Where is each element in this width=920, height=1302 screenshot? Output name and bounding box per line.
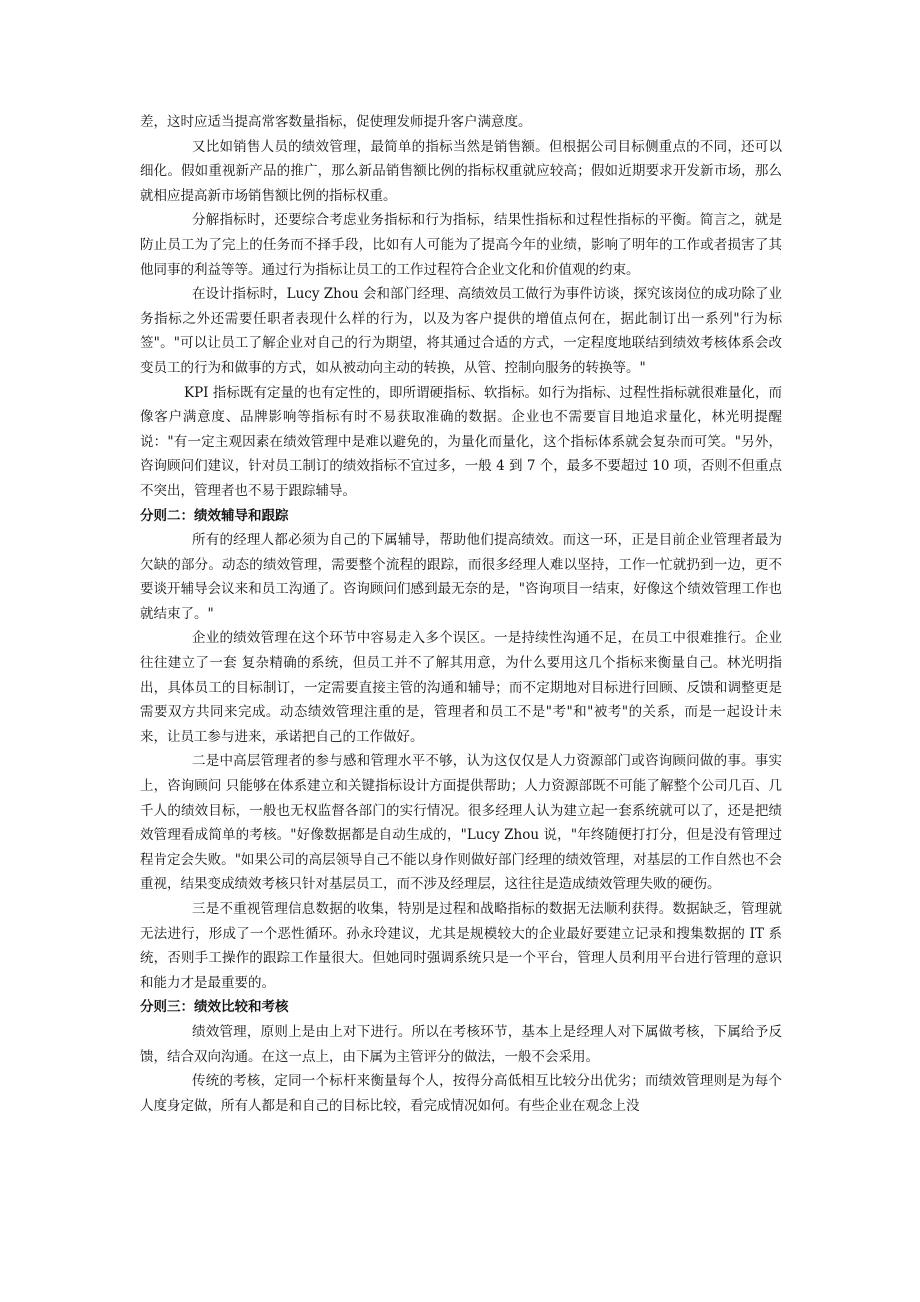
paragraph: 差，这时应适当提高常客数量指标，促使理发师提升客户满意度。 (140, 114, 532, 130)
paragraph: 在设计指标时，Lucy Zhou 会和部门经理、高绩效员工做行为事件访谈，探究该岗位的成功除了业务指标之外还需要任职者表现什么样的行为，以及为客户提供的增值点何在，据此制订出一系列"行为标签"。"可以让员工了解企业对自己的行为期望，将其通过合适的方式，一定程度地联结到绩效考核体系会改变员工的行为和做事的方式，如从被动向主动的转换，从管、控制向服务的转换等。" (140, 286, 782, 376)
paragraph: 三是不重视管理信息数据的收集，特别是过程和战略指标的数据无法顺利获得。数据缺乏，管理就无法进行，形成了一个恶性循环。孙永玲建议，尤其是规模较大的企业最好要建立记录和搜集数据的 IT 系统，否则手工操作的跟踪工作量很大。但她同时强调系统只是一个平台，管理人员利用平台进行管理的意识和能力才是最重要的。 (140, 901, 782, 991)
paragraph: 绩效管理，原则上是由上对下进行。所以在考核环节，基本上是经理人对下属做考核，下属给予反馈，结合双向沟通。在这一点上，由下属为主管评分的做法，一般不会采用。 (140, 1023, 782, 1065)
paragraph: 所有的经理人都必须为自己的下属辅导，帮助他们提高绩效。而这一环，正是目前企业管理者最为欠缺的部分。动态的绩效管理，需要整个流程的跟踪，而很多经理人难以坚持，工作一忙就扔到一边，更不要谈开辅导会议来和员工沟通了。咨询顾问们感到最无奈的是，"咨询项目一结束，好像这个绩效管理工作也就结束了。" (140, 532, 782, 622)
paragraph: 又比如销售人员的绩效管理，最简单的指标当然是销售额。但根据公司目标侧重点的不同，还可以细化。假如重视新产品的推广，那么新品销售额比例的指标权重就应较高；假如近期要求开发新市场，那么就相应提高新市场销售额比例的指标权重。 (140, 138, 782, 204)
paragraph: 二是中高层管理者的参与感和管理水平不够，认为这仅仅是人力资源部门或咨询顾问做的事。事实上，咨询顾问 只能够在体系建立和关键指标设计方面提供帮助；人力资源部既不可能了解整个公司几百、几千人的绩效目标，一般也无权监督各部门的实行情况。很多经理人认为建立起一套系统就可以了，还是把绩效管理看成简单的考核。"好像数据都是自动生成的，"Lucy Zhou 说，"年终随便打打分，但是没有管理过程肯定会失败。"如果公司的高层领导自己不能以身作则做好部门经理的绩效管理，对基层的工作自然也不会重视，结果变成绩效考核只针对基层员工，而不涉及经理层，这往往是造成绩效管理失败的硬伤。 (140, 753, 782, 893)
section-heading: 分则二：绩效辅导和跟踪 (140, 507, 289, 524)
paragraph: 分解指标时，还要综合考虑业务指标和行为指标，结果性指标和过程性指标的平衡。简言之，就是防止员工为了完上的任务而不择手段，比如有人可能为了提高今年的业绩，影响了明年的工作或者损害了其他同事的利益等等。通过行为指标让员工的工作过程符合企业文化和价值观的约束。 (140, 212, 782, 278)
document-body (140, 110, 782, 1118)
paragraph: 企业的绩效管理在这个环节中容易走入多个误区。一是持续性沟通不足，在员工中很难推行。企业往往建立了一套 复杂精确的系统，但员工并不了解其用意，为什么要用这几个指标来衡量自己。林光明指出，具体员工的目标制订，一定需要直接主管的沟通和辅导；而不定期地对目标进行回顾、反馈和调整更是需要双方共同来完成。动态绩效管理注重的是，管理者和员工不是"考"和"被考"的关系，而是一起设计未来，让员工参与进来，承诺把自己的工作做好。 (140, 630, 782, 745)
paragraph: KPI 指标既有定量的也有定性的，即所谓硬指标、软指标。如行为指标、过程性指标就很难量化，而像客户满意度、品牌影响等指标有时不易获取准确的数据。企业也不需要盲目地追求量化，林光明提醒说："有一定主观因素在绩效管理中是难以避免的，为量化而量化，这个指标体系就会复杂而可笑。"另外，咨询顾问们建议，针对员工制订的绩效指标不宜过多，一般 4 到 7 个，最多不要超过 10 项，否则不但重点不突出，管理者也不易于跟踪辅导。 (140, 384, 782, 499)
section-heading: 分则三：绩效比较和考核 (140, 999, 289, 1016)
paragraph: 传统的考核，定同一个标杆来衡量每个人，按得分高低相互比较分出优劣；而绩效管理则是为每个人度身定做，所有人都是和自己的目标比较，看完成情况如何。有些企业在观念上没 (140, 1073, 782, 1114)
